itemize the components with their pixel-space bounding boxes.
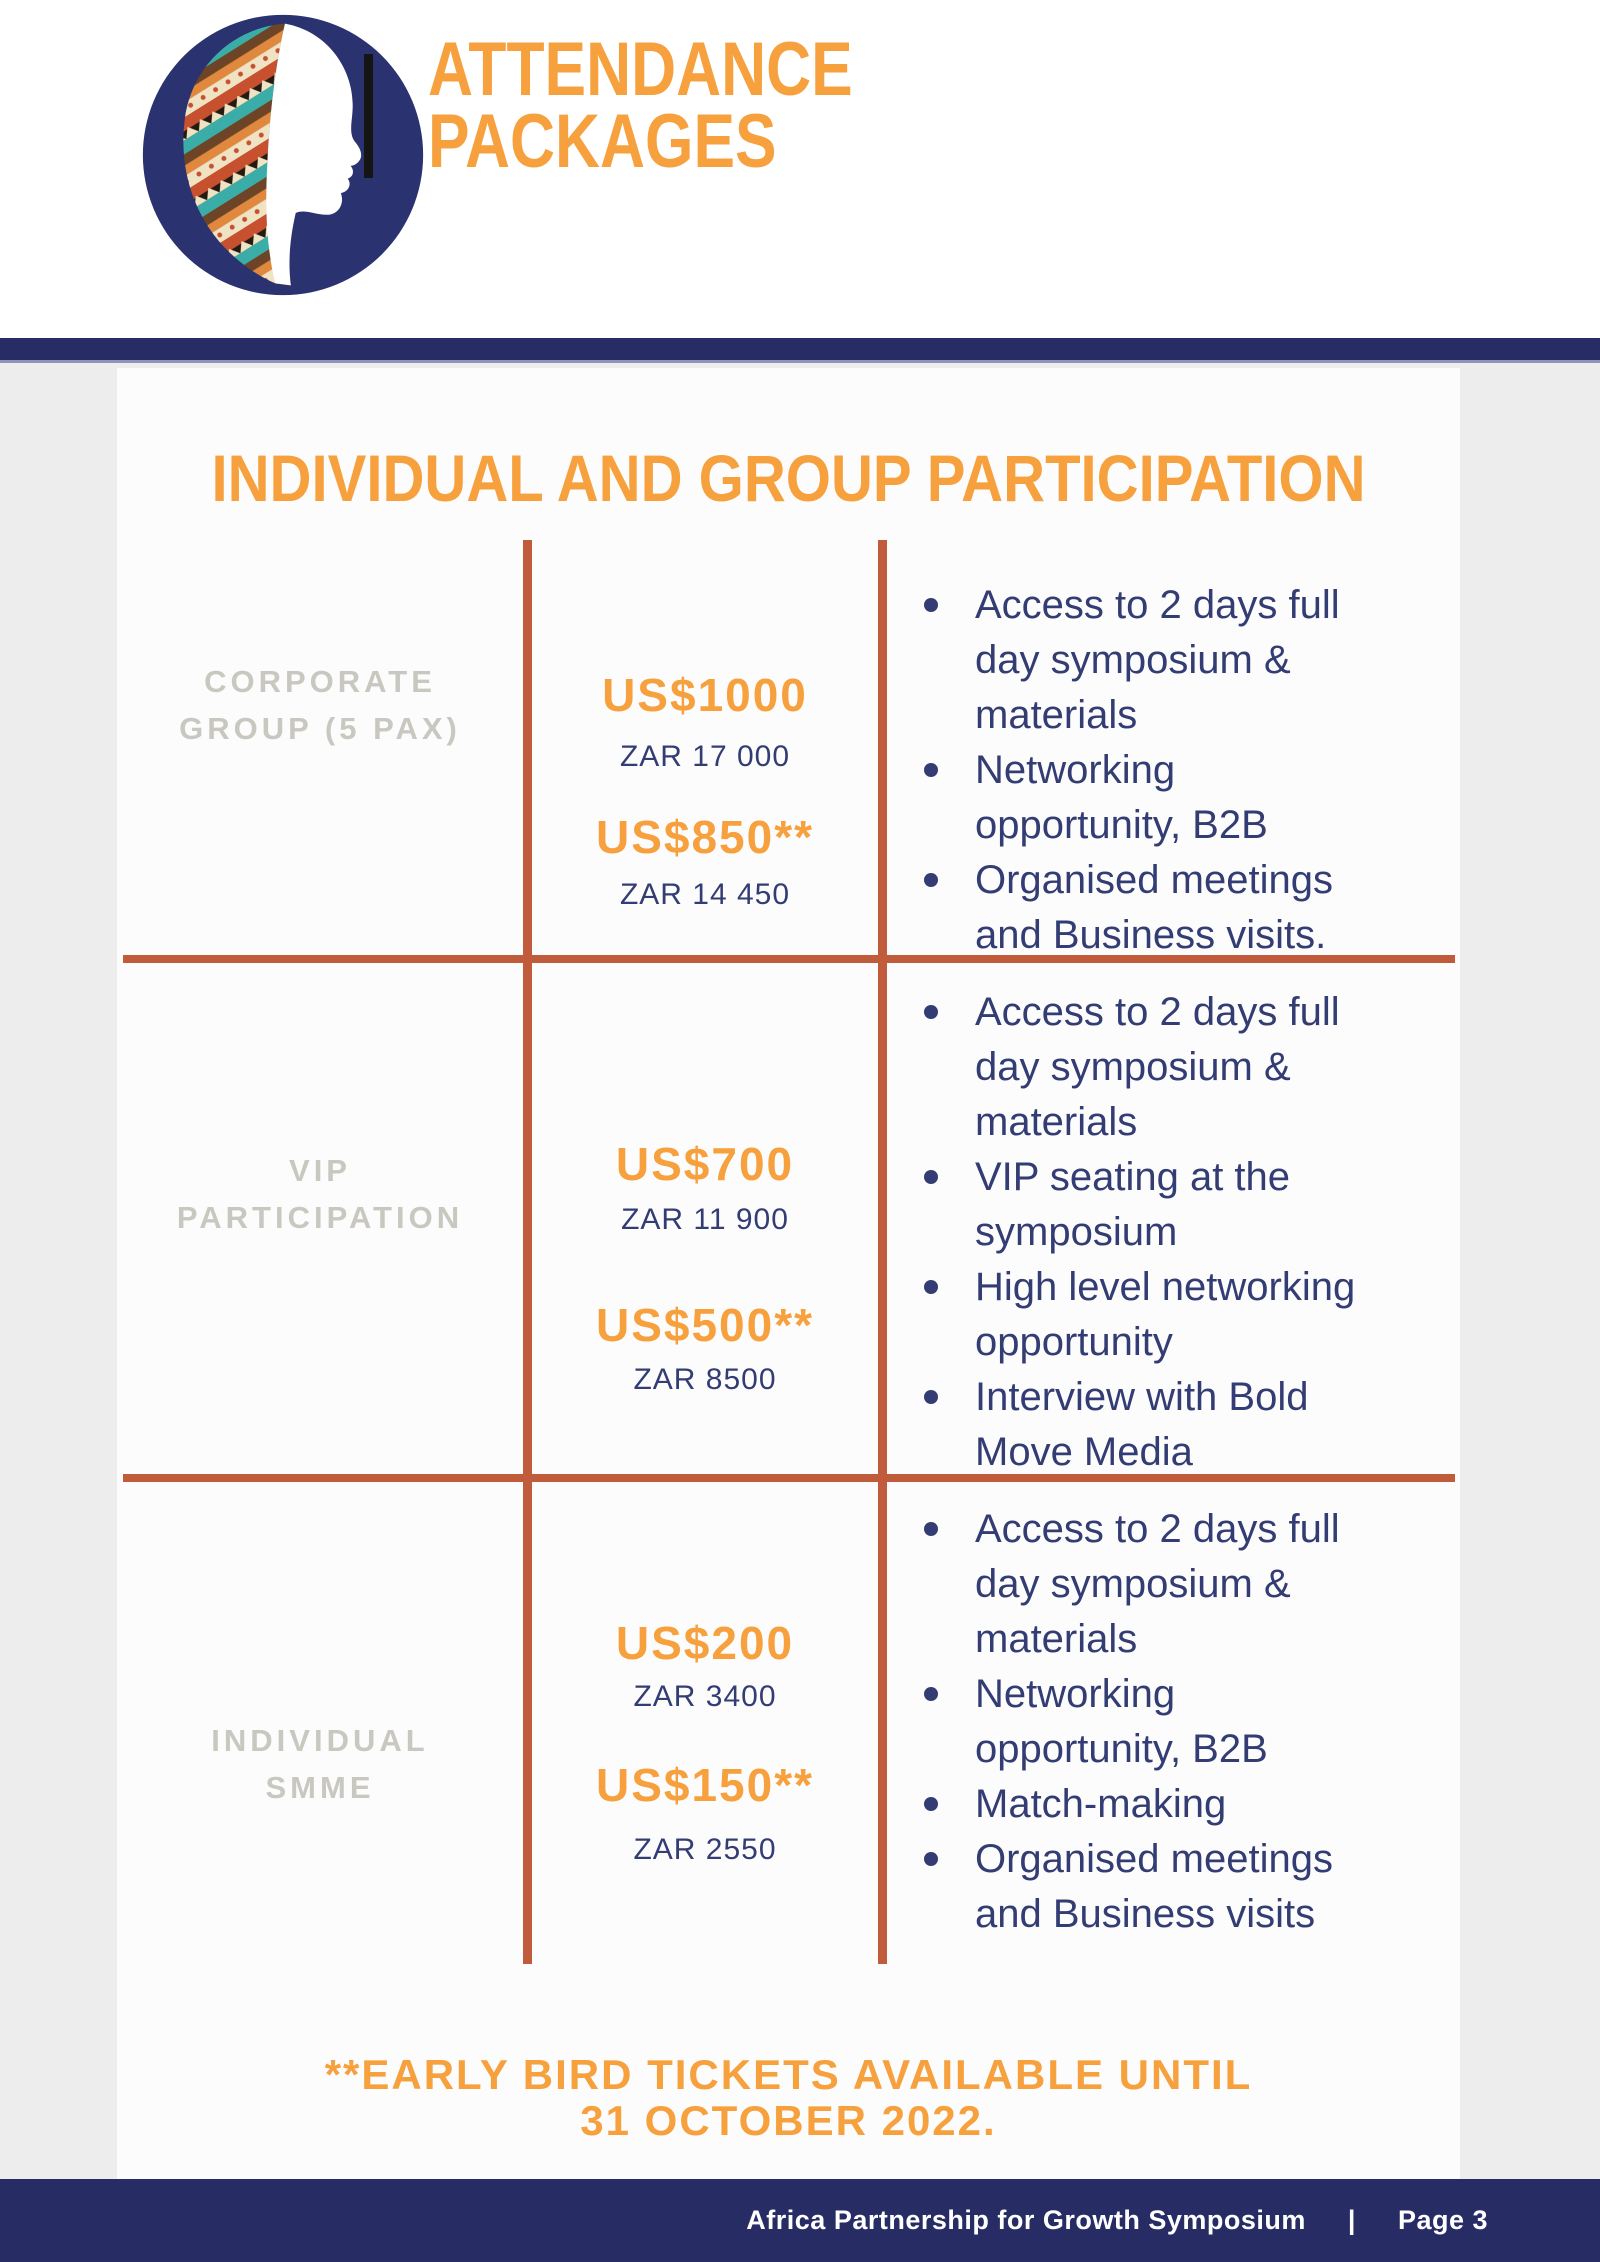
page-title-line2: PACKAGES [428,99,777,184]
table-vertical-rule-2 [878,540,887,1964]
header-divider-bar [364,54,373,178]
benefit-item: Access to 2 days full day symposium & materials [920,578,1375,743]
benefit-item: Access to 2 days full day symposium & materials [920,1502,1375,1667]
standard-price-usd: US$1000 [602,669,808,721]
early-bird-price-zar: ZAR 2550 [633,1833,777,1866]
benefit-item: Organised meetings and Business visits. [920,853,1375,963]
table-vertical-rule-1 [523,540,532,1964]
early-bird-note-line1: **EARLY BIRD TICKETS AVAILABLE UNTIL [324,2051,1253,2098]
africa-head-logo [136,8,430,302]
benefit-item: Networking opportunity, B2B [920,743,1375,853]
page-header [0,0,1600,338]
early-bird-note [117,2052,1460,2144]
early-bird-price-usd: US$500** [595,1299,815,1351]
benefit-item: Interview with Bold Move Media [920,1370,1375,1480]
benefit-list [920,985,1375,1480]
page-footer [0,2179,1600,2262]
benefit-item: High level networking opportunity [920,1260,1375,1370]
benefit-list [920,578,1375,963]
benefit-list [920,1502,1375,1942]
benefit-item: Organised meetings and Business visits [920,1832,1375,1942]
footer-page-number: Page 3 [1397,2205,1488,2235]
footer-organisation: Africa Partnership for Growth Symposium [746,2205,1306,2235]
standard-price-zar: ZAR 17 000 [619,740,791,773]
early-bird-note-line2: 31 OCTOBER 2022. [580,2097,997,2144]
standard-price-zar: ZAR 11 900 [621,1203,789,1236]
standard-price-usd: US$700 [615,1138,795,1190]
navy-divider-band [0,338,1600,363]
package-name-corporate-group: CORPORATE GROUP (5 PAX) [179,664,461,746]
benefit-item: VIP seating at the symposium [920,1150,1375,1260]
early-bird-price-zar: ZAR 8500 [633,1363,777,1396]
benefit-item: Access to 2 days full day symposium & materials [920,985,1375,1150]
benefit-item: Networking opportunity, B2B [920,1667,1375,1777]
standard-price-usd: US$200 [615,1617,795,1669]
footer-separator: | [1347,2205,1356,2235]
standard-price-zar: ZAR 3400 [633,1680,777,1713]
early-bird-price-zar: ZAR 14 450 [619,878,791,911]
package-name-individual-smme: INDIVIDUAL SMME [211,1723,429,1805]
page-title-line1: ATTENDANCE [428,27,853,112]
package-name-vip: VIP PARTICIPATION [176,1153,464,1235]
section-title: INDIVIDUAL AND GROUP PARTICIPATION [211,441,1366,515]
early-bird-price-usd: US$150** [595,1759,815,1811]
benefit-item: Match-making [920,1777,1375,1832]
early-bird-price-usd: US$850** [595,811,815,863]
page-title [428,27,853,184]
